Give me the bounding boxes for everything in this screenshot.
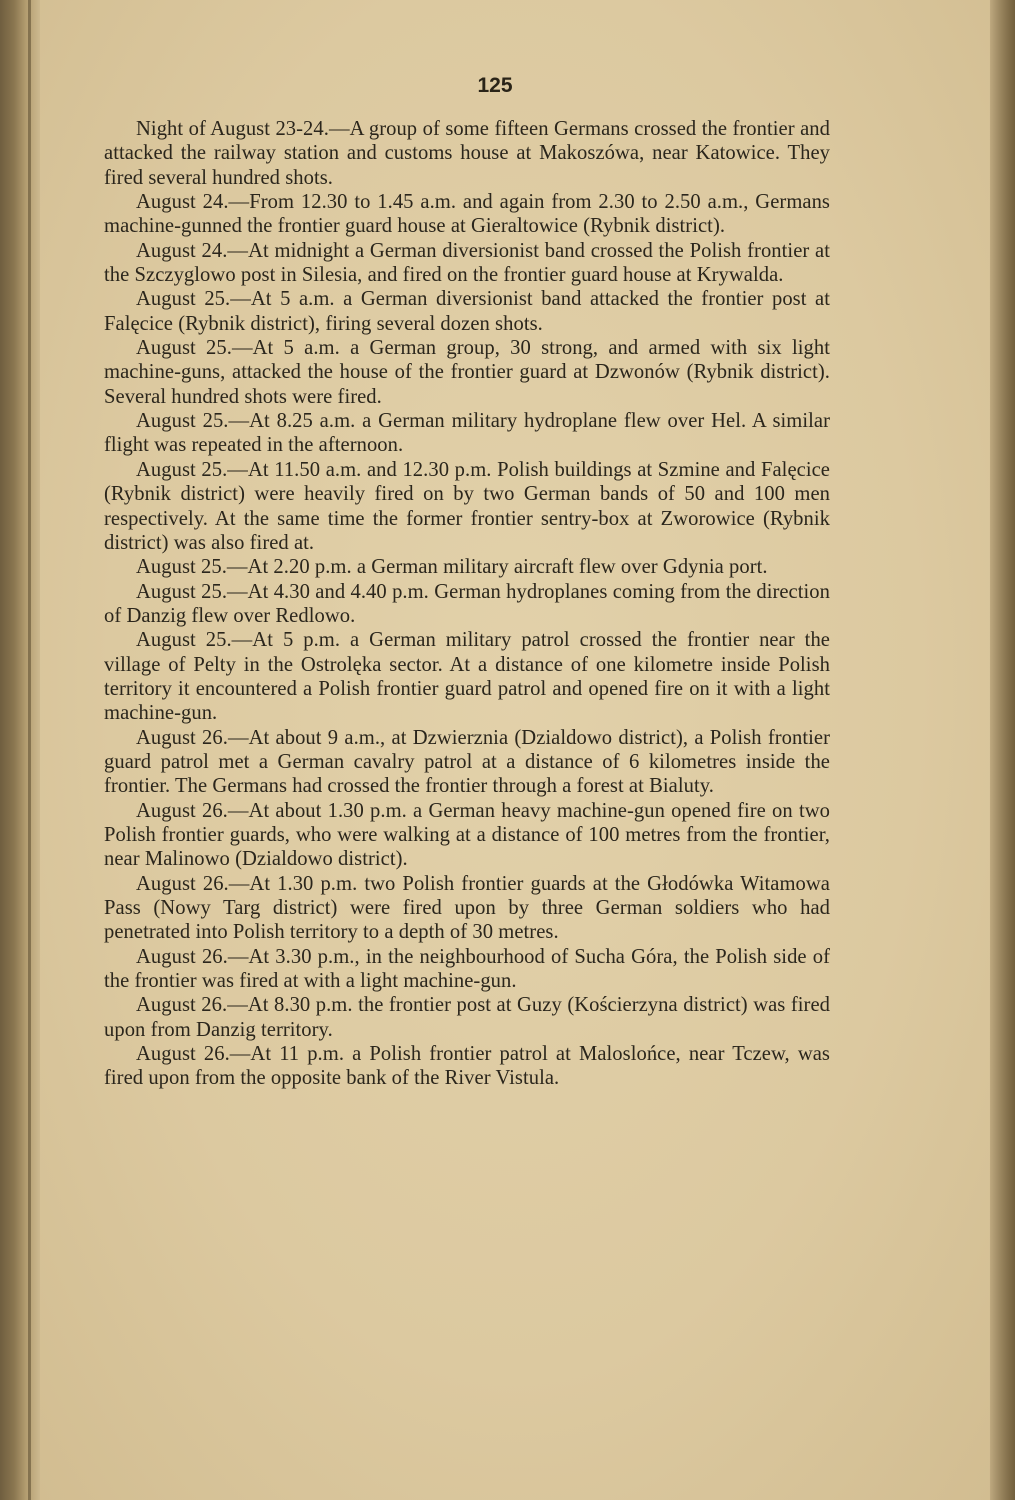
page-edge-shadow	[989, 0, 1015, 1500]
entry-paragraph: August 25.—At 2.20 p.m. a German military aircraft flew over Gdynia port.	[136, 556, 768, 579]
entry-paragraph: August 25.—At 5 a.m. a German group, 30 strong, and armed with six light machine-guns, attacked the house of the frontier guard at Dzwonów (Rybnik district). Several hundred shots were fired.	[104, 337, 830, 408]
entry-paragraph: August 25.—At 4.30 and 4.40 p.m. German hydroplanes coming from the direction of Danzig flew over Redlowo.	[104, 580, 830, 627]
binding-spine	[28, 0, 31, 1500]
book-page	[40, 0, 990, 1500]
entry-paragraph: August 25.—At 8.25 a.m. a German military hydroplane flew over Hel. A similar flight was repeated in the afternoon.	[104, 410, 830, 457]
entry-paragraph: August 25.—At 11.50 a.m. and 12.30 p.m. Polish buildings at Szmine and Falęcice (Rybnik district) were heavily fired on by two German bands of 50 and 100 men respectively. At the same time the former frontier sentry-box at Zworowice (Rybnik district) was also fired at.	[104, 458, 830, 554]
entry-paragraph: August 26.—At 8.30 p.m. the frontier post at Guzy (Kościerzyna district) was fired upon from Danzig territory.	[104, 994, 830, 1041]
entry-paragraph: August 26.—At 1.30 p.m. two Polish frontier guards at the Głodówka Witamowa Pass (Nowy Targ district) were fired upon by three German soldiers who had penetrated into Polish territory to a depth of 30 metres.	[104, 872, 830, 944]
entry-paragraph: August 26.—At 3.30 p.m., in the neighbourhood of Sucha Góra, the Polish side of the frontier was fired at with a light machine-gun.	[104, 945, 830, 993]
entry-paragraph: August 26.—At about 9 a.m., at Dzwierznia (Dzialdowo district), a Polish frontier guard patrol met a German cavalry patrol at a distance of 6 kilometres inside the frontier. The Germans had crossed the frontier through a forest at Bialuty.	[104, 726, 830, 798]
page-body	[104, 117, 830, 1091]
entry-paragraph: August 24.—From 12.30 to 1.45 a.m. and again from 2.30 to 2.50 a.m., Germans machine-gunned the frontier guard house at Gieraltowice (Rybnik district).	[104, 191, 830, 238]
entry-paragraph: Night of August 23-24.—A group of some fifteen Germans crossed the frontier and attacked the railway station and customs house at Makoszówa, near Katowice. They fired several hundred shots.	[104, 118, 830, 189]
entry-paragraph: August 26.—At 11 p.m. a Polish frontier patrol at Maloslońce, near Tczew, was fired upon from the opposite bank of the River Vistula.	[104, 1043, 830, 1090]
entry-paragraph: August 26.—At about 1.30 p.m. a German heavy machine-gun opened fire on two Polish frontier guards, who were walking at a distance of 100 metres from the frontier, near Malinowo (Dzialdowo district).	[104, 799, 830, 871]
entry-paragraph: August 25.—At 5 p.m. a German military patrol crossed the frontier near the village of Pelty in the Ostrolęka sector. At a distance of one kilometre inside Polish territory it encountered a Polish frontier guard patrol and opened fire on it with a light machine-gun.	[104, 629, 830, 725]
entry-paragraph: August 25.—At 5 a.m. a German diversionist band attacked the frontier post at Falęcice (Rybnik district), firing several dozen shots.	[104, 288, 830, 335]
page-number: 125	[477, 74, 513, 97]
entry-paragraph: August 24.—At midnight a German diversionist band crossed the Polish frontier at the Szczyglowo post in Silesia, and fired on the frontier guard house at Krywalda.	[104, 239, 830, 287]
